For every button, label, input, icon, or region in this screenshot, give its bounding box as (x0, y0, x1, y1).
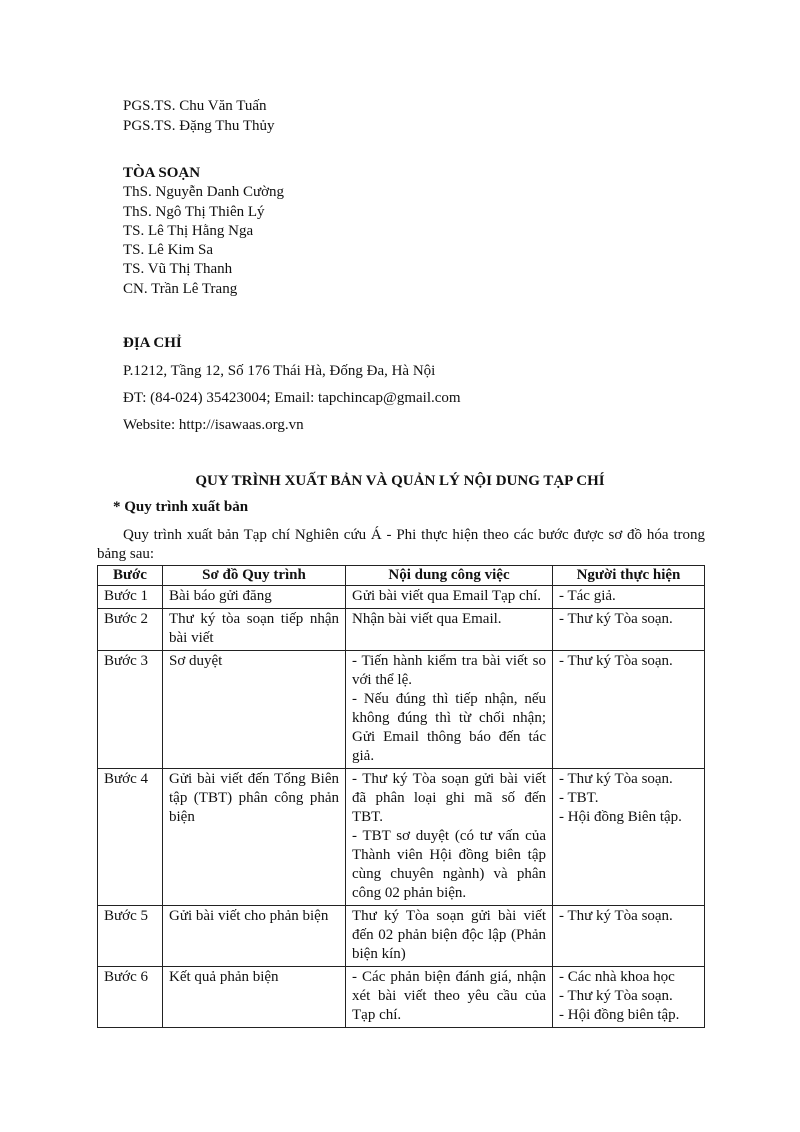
content-cell (346, 586, 553, 609)
step-cell: Bước 5 (98, 906, 163, 967)
person-cell (553, 967, 705, 1028)
person-item: - Tác giả. (559, 588, 616, 604)
step-cell: Bước 3 (98, 651, 163, 769)
table-row (98, 769, 705, 906)
content-cell (346, 967, 553, 1028)
website-line: Website: http://isawaas.org.vn (123, 417, 304, 433)
content-cell (346, 609, 553, 651)
process-cell: Gửi bài viết đến Tổng Biên tập (TBT) phân công phản biện (163, 769, 346, 906)
person-cell (553, 651, 705, 769)
table-row (98, 651, 705, 769)
person-item: - Thư ký Tòa soạn. (559, 653, 673, 669)
person-cell (553, 609, 705, 651)
content-item: - Thư ký Tòa soạn gửi bài viết đã phân loại ghi mã số đến TBT. (352, 771, 546, 825)
table-header-row (98, 566, 705, 586)
content-item: Gửi bài viết qua Email Tạp chí. (352, 588, 542, 604)
step-cell: Bước 1 (98, 586, 163, 609)
content-item: - Nếu đúng thì tiếp nhận, nếu không đúng thì từ chối nhận; Gửi Email thông báo đến tác giả. (352, 691, 546, 764)
content-item: Nhận bài viết qua Email. (352, 611, 502, 627)
table-row (98, 609, 705, 651)
content-item: - Tiến hành kiểm tra bài viết so với thể lệ. (352, 653, 546, 688)
process-cell: Thư ký tòa soạn tiếp nhận bài viết (163, 609, 346, 651)
content-item: - TBT sơ duyệt (có tư vấn của Thành viên Hội đồng biên tập cùng chuyên ngành) và phân công 02 phản biện. (352, 828, 546, 901)
content-cell (346, 906, 553, 967)
step-cell: Bước 2 (98, 609, 163, 651)
table-row (98, 906, 705, 967)
address-heading: ĐỊA CHỈ (123, 335, 182, 351)
step-cell: Bước 4 (98, 769, 163, 906)
newsroom-member: ThS. Ngô Thị Thiên Lý (123, 204, 265, 220)
step-cell: Bước 6 (98, 967, 163, 1028)
person-cell (553, 586, 705, 609)
process-table (97, 565, 705, 1028)
person-item: - Hội đồng Biên tập. (559, 809, 682, 825)
process-cell: Gửi bài viết cho phản biện (163, 906, 346, 967)
content-item: - Các phản biện đánh giá, nhận xét bài viết theo yêu cầu của Tạp chí. (352, 969, 546, 1023)
person-item: - Thư ký Tòa soạn. (559, 988, 673, 1004)
address-line: P.1212, Tầng 12, Số 176 Thái Hà, Đống Đa, Hà Nội (123, 363, 436, 379)
content-cell (346, 769, 553, 906)
person-item: - Các nhà khoa học (559, 969, 675, 985)
person-item: - TBT. (559, 790, 599, 806)
person-item: - Thư ký Tòa soạn. (559, 908, 673, 924)
content-cell (346, 651, 553, 769)
person-item: - Thư ký Tòa soạn. (559, 771, 673, 787)
person-item: - Hội đồng biên tập. (559, 1007, 680, 1023)
person-cell (553, 769, 705, 906)
newsroom-member: CN. Trần Lê Trang (123, 281, 238, 297)
newsroom-member: ThS. Nguyễn Danh Cường (123, 184, 285, 200)
content-item: Thư ký Tòa soạn gửi bài viết đến 02 phản biện độc lập (Phản biện kín) (352, 908, 546, 962)
header-content: Nội dung công việc (346, 566, 553, 586)
editor-line: PGS.TS. Chu Văn Tuấn (123, 98, 267, 114)
subsection-title: * Quy trình xuất bản (113, 499, 249, 515)
newsroom-member: TS. Lê Thị Hằng Nga (123, 223, 254, 239)
newsroom-member: TS. Lê Kim Sa (123, 242, 213, 258)
header-process: Sơ đồ Quy trình (163, 566, 346, 586)
editor-line: PGS.TS. Đặng Thu Thủy (123, 118, 275, 134)
process-cell: Bài báo gửi đăng (163, 586, 346, 609)
newsroom-heading: TÒA SOẠN (123, 165, 201, 181)
newsroom-member: TS. Vũ Thị Thanh (123, 261, 233, 277)
section-title: QUY TRÌNH XUẤT BẢN VÀ QUẢN LÝ NỘI DUNG TẠP CHÍ (195, 473, 605, 489)
header-person: Người thực hiện (553, 566, 705, 586)
process-cell: Sơ duyệt (163, 651, 346, 769)
phone-email-line: ĐT: (84-024) 35423004; Email: tapchincap@gmail.com (123, 390, 461, 406)
header-step: Bước (98, 566, 163, 586)
table-row (98, 586, 705, 609)
intro-paragraph: Quy trình xuất bản Tạp chí Nghiên cứu Á - Phi thực hiện theo các bước được sơ đồ hóa trong bảng sau: (97, 527, 705, 562)
process-cell: Kết quả phản biện (163, 967, 346, 1028)
person-cell (553, 906, 705, 967)
table-row (98, 967, 705, 1028)
person-item: - Thư ký Tòa soạn. (559, 611, 673, 627)
